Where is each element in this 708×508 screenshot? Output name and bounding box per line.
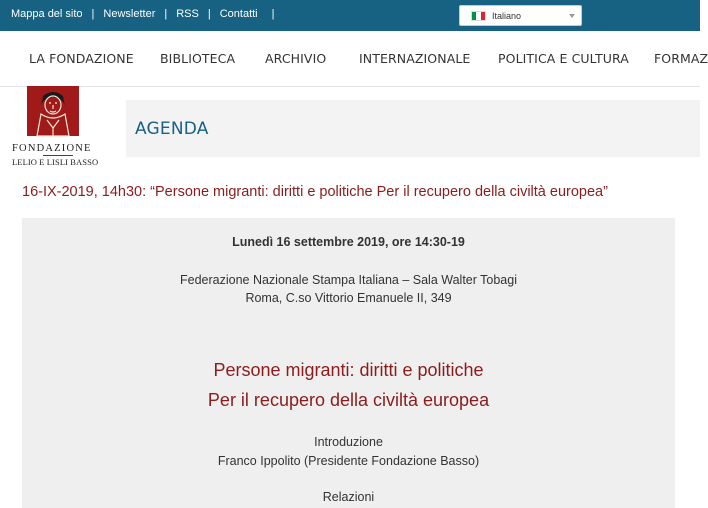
italy-flag-icon bbox=[471, 11, 486, 21]
article-title: 16-IX-2019, 14h30: “Persone migranti: diritti e politiche Per il recupero della civiltà europea” bbox=[22, 184, 608, 200]
event-address: Roma, C.so Vittorio Emanuele II, 349 bbox=[245, 291, 452, 305]
site-logo[interactable] bbox=[12, 86, 99, 167]
chevron-down-icon bbox=[569, 14, 575, 18]
section-header bbox=[126, 100, 700, 157]
language-select[interactable] bbox=[459, 5, 582, 26]
separator: | bbox=[91, 8, 95, 20]
logo-text-fondazione: FONDAZIONE bbox=[12, 143, 92, 154]
newsletter-link[interactable]: Newsletter bbox=[103, 8, 156, 20]
nav-item-la-fondazione[interactable]: LA FONDAZIONE bbox=[29, 51, 134, 66]
utility-links bbox=[11, 8, 284, 20]
logo-emblem-icon bbox=[27, 86, 79, 136]
nav-item-politica-e-cultura[interactable]: POLITICA E CULTURA bbox=[498, 51, 629, 66]
nav-item-formazione[interactable]: FORMAZ bbox=[654, 51, 708, 66]
intro-speaker: Franco Ippolito (Presidente Fondazione Basso) bbox=[217, 454, 480, 468]
event-venue: Federazione Nazionale Stampa Italiana – Sala Walter Tobagi bbox=[179, 273, 517, 287]
separator: | bbox=[271, 8, 275, 20]
rss-link[interactable]: RSS bbox=[176, 8, 199, 20]
relazioni-label: Relazioni bbox=[322, 490, 375, 504]
separator: | bbox=[207, 8, 211, 20]
event-title-line1: Persone migranti: diritti e politiche bbox=[213, 360, 484, 380]
separator: | bbox=[164, 8, 168, 20]
section-title: AGENDA bbox=[135, 119, 209, 139]
nav-item-archivio[interactable]: ARCHIVIO bbox=[265, 51, 327, 66]
intro-label: Introduzione bbox=[314, 435, 383, 449]
contacts-link[interactable]: Contatti bbox=[219, 8, 258, 20]
nav-item-biblioteca[interactable]: BIBLIOTECA bbox=[160, 51, 236, 66]
nav-item-internazionale[interactable]: INTERNAZIONALE bbox=[359, 51, 471, 66]
main-navigation bbox=[0, 31, 708, 87]
logo-divider bbox=[43, 155, 73, 156]
event-title-line2: Per il recupero della civiltà europea bbox=[207, 390, 490, 410]
language-selected: Italiano bbox=[492, 10, 522, 21]
top-utility-bar bbox=[0, 0, 700, 31]
logo-text-names: LELIO E LISLI BASSO bbox=[12, 157, 99, 167]
article-body bbox=[22, 218, 675, 508]
event-date: Lunedì 16 settembre 2019, ore 14:30-19 bbox=[232, 235, 465, 249]
sitemap-link[interactable]: Mappa del sito bbox=[11, 8, 83, 20]
